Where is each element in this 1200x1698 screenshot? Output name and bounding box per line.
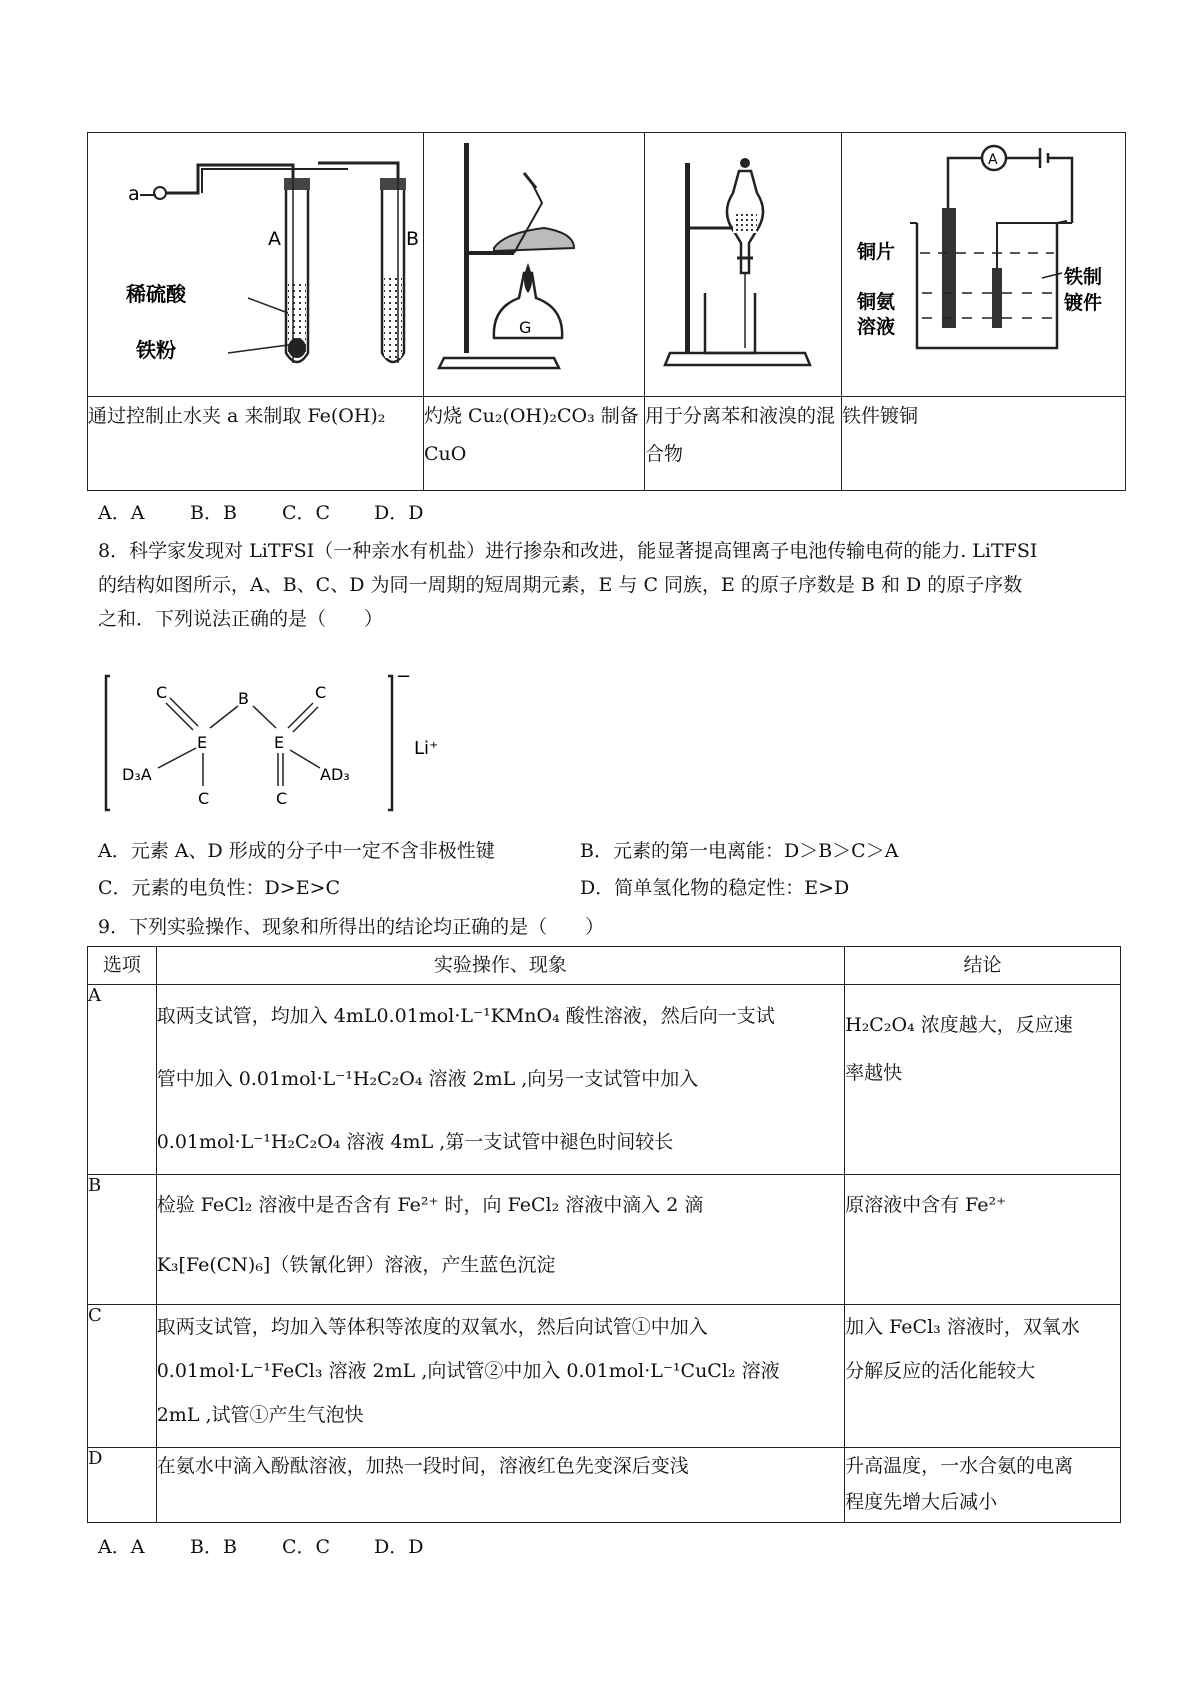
lithium-ion-label: Li⁺: [414, 738, 439, 759]
operation-line: 在氨水中滴入酚酞溶液，加热一段时间，溶液红色先变深后变浅: [156, 1455, 689, 1477]
conclusion-line: 升高温度，一水合氨的电离: [845, 1455, 1074, 1477]
row-label: A: [88, 985, 157, 1175]
operation-line: 0.01mol·L⁻¹H₂C₂O₄ 溶液 4mL ,第一支试管中褪色时间较长: [156, 1131, 674, 1153]
table-row: [88, 1175, 1121, 1305]
atom-c-top-right: C: [315, 683, 327, 702]
clamp-label: a: [128, 183, 140, 205]
q8-option-c[interactable]: C．元素的电负性：D>E>C: [98, 877, 341, 899]
conclusion-line: 程度先增大后减小: [845, 1491, 998, 1513]
figure-cell-4: [842, 133, 1126, 397]
figure-cell-1: [88, 133, 424, 397]
operation-cell: [156, 1305, 844, 1448]
figure-cell-3: [645, 133, 842, 397]
q9-experiment-table: [87, 946, 1121, 1523]
q7-option-a[interactable]: A．A: [98, 502, 145, 524]
operation-line: K₃[Fe(CN)₆]（铁氰化钾）溶液，产生蓝色沉淀: [156, 1254, 556, 1276]
q8-stem-line-1: 8．科学家发现对 LiTFSI（一种亲水有机盐）进行掺杂和改进，能显著提高锂离子电池传输电荷的能力. LiTFSI: [98, 540, 1038, 562]
q9-option-a[interactable]: A．A: [98, 1536, 145, 1558]
caption-a: 通过控制止水夹 a 来制取 Fe(OH)₂: [88, 397, 424, 491]
table-row: [88, 985, 1121, 1175]
row-label: B: [88, 1175, 157, 1305]
litfsi-structure-figure: [98, 668, 458, 818]
q9-option-b[interactable]: B．B: [190, 1536, 237, 1558]
group-ad3-right: AD₃: [320, 765, 350, 784]
copper-plate-label: 铜片: [857, 241, 896, 263]
q8-option-a[interactable]: A．元素 A、D 形成的分子中一定不含非极性键: [98, 840, 495, 862]
q9-stem: 9．下列实验操作、现象和所得出的结论均正确的是（ ）: [98, 916, 605, 938]
conclusion-line: 分解反应的活化能较大: [845, 1360, 1036, 1382]
header-conclusion: 结论: [845, 947, 1121, 985]
table-row: [88, 1305, 1121, 1448]
iron-part-label-2: 镀件: [1064, 292, 1103, 314]
q9-option-d[interactable]: D．D: [374, 1536, 424, 1558]
row-label: C: [88, 1305, 157, 1448]
conclusion-cell: [845, 1175, 1121, 1305]
q7-option-d[interactable]: D．D: [374, 502, 424, 524]
atom-e-left: E: [197, 733, 208, 752]
table-row: [88, 1448, 1121, 1523]
q8-stem-line-2: 的结构如图所示，A、B、C、D 为同一周期的短周期元素，E 与 C 同族，E 的原子序数是 B 和 D 的原子序数: [98, 574, 1023, 596]
copper-plating-figure: [842, 133, 1125, 392]
caption-b: 灼烧 Cu₂(OH)₂CO₃ 制备 CuO: [424, 397, 645, 491]
acid-label: 稀硫酸: [126, 282, 186, 306]
conclusion-line: 原溶液中含有 Fe²⁺: [845, 1194, 1007, 1216]
header-option: 选项: [88, 947, 157, 985]
fe-oh2-apparatus-figure: [88, 133, 423, 392]
atom-c-bottom-right: C: [276, 789, 288, 808]
operation-line: 取两支试管，均加入等体积等浓度的双氧水，然后向试管①中加入: [156, 1316, 708, 1338]
row-label: D: [88, 1448, 157, 1523]
caption-c: 用于分离苯和液溴的混合物: [645, 397, 842, 491]
operation-line: 0.01mol·L⁻¹FeCl₃ 溶液 2mL ,向试管②中加入 0.01mol·L⁻¹CuCl₂ 溶液: [156, 1360, 780, 1382]
operation-cell: [156, 985, 844, 1175]
atom-c-top-left: C: [156, 683, 168, 702]
group-d3a-left: D₃A: [122, 765, 152, 784]
iron-part-label-1: 铁制: [1064, 266, 1103, 288]
atom-e-right: E: [274, 733, 285, 752]
separation-funnel-figure: [645, 133, 841, 392]
conclusion-line: 率越快: [845, 1062, 903, 1084]
operation-line: 取两支试管，均加入 4mL0.01mol·L⁻¹KMnO₄ 酸性溶液，然后向一支试: [156, 1005, 775, 1027]
operation-cell: [156, 1448, 844, 1523]
solution-label-1: 铜氨: [857, 291, 896, 313]
operation-line: 管中加入 0.01mol·L⁻¹H₂C₂O₄ 溶液 2mL ,向另一支试管中加入: [156, 1068, 699, 1090]
conclusion-cell: [845, 985, 1121, 1175]
tube-a-label: A: [268, 228, 281, 250]
tube-b-label: B: [406, 228, 420, 250]
q8-option-d[interactable]: D．简单氢化物的稳定性：E>D: [580, 877, 850, 899]
operation-line: 2mL ,试管①产生气泡快: [156, 1404, 364, 1426]
q7-apparatus-table: [87, 132, 1126, 491]
solution-label-2: 溶液: [857, 316, 896, 338]
header-operation: 实验操作、现象: [156, 947, 844, 985]
conclusion-line: 加入 FeCl₃ 溶液时，双氧水: [845, 1316, 1080, 1338]
atom-b: B: [238, 689, 249, 708]
anion-charge: −: [396, 668, 412, 687]
conclusion-line: H₂C₂O₄ 浓度越大，反应速: [845, 1014, 1073, 1036]
q7-option-b[interactable]: B．B: [190, 502, 237, 524]
burner-glyph: G: [519, 318, 532, 337]
q8-stem-line-3: 之和．下列说法正确的是（ ）: [98, 608, 384, 630]
operation-line: 检验 FeCl₂ 溶液中是否含有 Fe²⁺ 时，向 FeCl₂ 溶液中滴入 2 滴: [156, 1194, 704, 1216]
atom-c-bottom-left: C: [198, 789, 210, 808]
calcination-apparatus-figure: [424, 133, 644, 392]
ammeter-label: A: [988, 152, 998, 168]
conclusion-cell: [845, 1305, 1121, 1448]
conclusion-cell: [845, 1448, 1121, 1523]
q9-option-c[interactable]: C．C: [282, 1536, 331, 1558]
q8-option-b[interactable]: B．元素的第一电离能：D＞B＞C＞A: [580, 840, 899, 862]
operation-cell: [156, 1175, 844, 1305]
q7-option-c[interactable]: C．C: [282, 502, 331, 524]
figure-cell-2: [424, 133, 645, 397]
iron-powder-label: 铁粉: [136, 338, 176, 362]
caption-d: 铁件镀铜: [842, 397, 1126, 491]
